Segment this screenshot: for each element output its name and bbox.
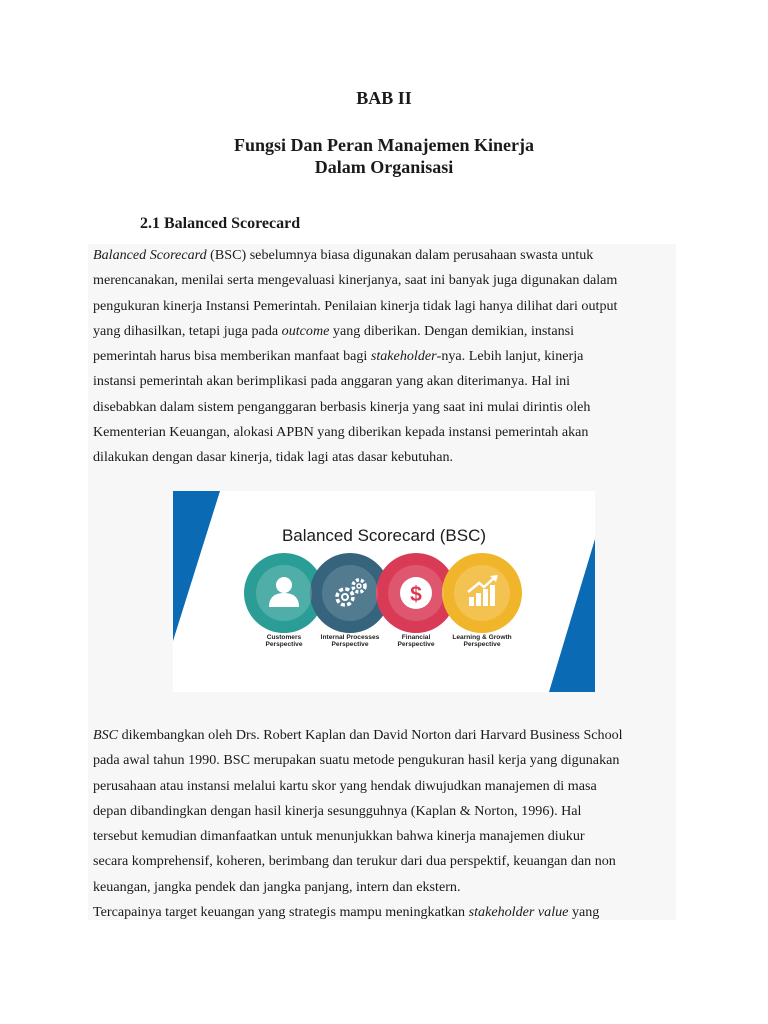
paragraph-1: [93, 243, 683, 471]
text-run: -nya. Lebih lanjut, kinerja: [436, 348, 584, 365]
text-run: depan dibandingkan dengan hasil kinerja sesungguhnya (Kaplan & Norton, 1996). Hal: [93, 802, 582, 819]
text-run: Tercapainya target keuangan yang strategis mampu meningkatkan: [93, 904, 469, 921]
italic-term: outcome: [281, 322, 330, 339]
chapter-title-line1: Fungsi Dan Peran Manajemen Kinerja: [234, 135, 534, 155]
text-run: keuangan, jangka pendek dan jangka panjang, intern dan ekstern.: [93, 878, 461, 895]
paragraph-2: [93, 723, 683, 925]
italic-term: stakeholder: [370, 348, 437, 365]
paragraph2-line: [93, 723, 683, 748]
paragraph1-line: [93, 268, 683, 293]
paragraph1-line: [93, 294, 683, 319]
paragraph1-line: [93, 319, 683, 344]
paragraph2-line: [93, 824, 683, 849]
dollar-icon: [400, 577, 432, 609]
paragraph1-line: [93, 243, 683, 268]
text-run: pada awal tahun 1990. BSC merupakan suatu metode pengukuran hasil kerja yang digunakan: [93, 752, 620, 769]
text-run: secara komprehensif, koheren, berimbang dan terukur dari dua perspektif, keuangan dan non: [93, 853, 616, 870]
text-run: tersebut kemudian dimanfaatkan untuk menunjukkan bahwa kinerja manajemen diukur: [93, 828, 585, 845]
figure-graphics: [173, 491, 595, 692]
text-run: yang: [568, 904, 600, 921]
label-customers-line1: Customers: [266, 634, 302, 641]
paragraph2-line: [93, 900, 683, 925]
chapter-heading: BAB II: [356, 88, 412, 108]
paragraph1-line: [93, 445, 683, 470]
paragraph2-line: [93, 875, 683, 900]
text-run: pemerintah harus bisa memberikan manfaat bagi: [93, 348, 371, 365]
label-financial-line2: Perspective: [397, 641, 435, 649]
italic-term: BSC: [93, 727, 119, 743]
paragraph1-line: [93, 344, 683, 369]
chapter-title: [0, 134, 768, 178]
label-learning-line2: Perspective: [463, 641, 501, 649]
chapter-title-line2: Dalam Organisasi: [314, 157, 454, 177]
label-internal-line2: Perspective: [331, 641, 369, 649]
paragraph2-line: [93, 774, 683, 799]
figure-title: Balanced Scorecard (BSC): [281, 526, 487, 545]
text-run: instansi pemerintah akan berimplikasi pada anggaran yang akan diterimanya. Hal ini: [93, 373, 571, 390]
label-learning-growth: [442, 634, 522, 649]
text-run: yang diberikan. Dengan demikian, instansi: [329, 322, 575, 339]
text-run: dilakukan dengan dasar kinerja, tidak lagi atas dasar kebutuhan.: [93, 449, 454, 466]
label-customers-line2: Perspective: [265, 641, 303, 649]
label-learning-line1: Learning & Growth: [452, 634, 512, 641]
label-internal-line1: Internal Processes: [320, 634, 380, 641]
text-run: (BSC) sebelumnya biasa digunakan dalam perusahaan swasta untuk: [206, 247, 594, 263]
label-financial-line1: Financial: [401, 634, 431, 641]
paragraph1-line: [93, 420, 683, 445]
learning-inner-ring: [454, 565, 510, 621]
text-run: dikembangkan oleh Drs. Robert Kaplan dan David Norton dari Harvard Business School: [118, 727, 623, 743]
svg-text:$: $: [410, 583, 422, 606]
paragraph1-line: [93, 369, 683, 394]
paragraph2-line: [93, 849, 683, 874]
text-run: Kementerian Keuangan, alokasi APBN yang diberikan kepada instansi pemerintah akan: [93, 424, 589, 441]
bsc-figure: [173, 491, 595, 692]
paragraph1-line: [93, 395, 683, 420]
text-run: yang dihasilkan, tetapi juga pada: [93, 322, 282, 339]
paragraph2-line: [93, 799, 683, 824]
italic-term: Balanced Scorecard: [93, 247, 207, 263]
section-heading: 2.1 Balanced Scorecard: [140, 215, 301, 232]
text-run: merencanakan, menilai serta mengevaluasi kinerjanya, saat ini banyak juga digunakan dalam: [93, 272, 618, 289]
italic-term: stakeholder value: [468, 904, 569, 921]
text-run: perusahaan atau instansi melalui kartu skor yang hendak diwujudkan manajemen di masa: [93, 777, 597, 794]
left-accent-stripe: [173, 491, 220, 641]
text-run: pengukuran kinerja Instansi Pemerintah. Penilaian kinerja tidak lagi hanya dilihat dari output: [93, 297, 618, 314]
paragraph2-line: [93, 748, 683, 773]
text-run: disebabkan dalam sistem penganggaran berbasis kinerja yang saat ini mulai dirintis oleh: [93, 398, 591, 415]
right-accent-stripe: [549, 539, 595, 692]
